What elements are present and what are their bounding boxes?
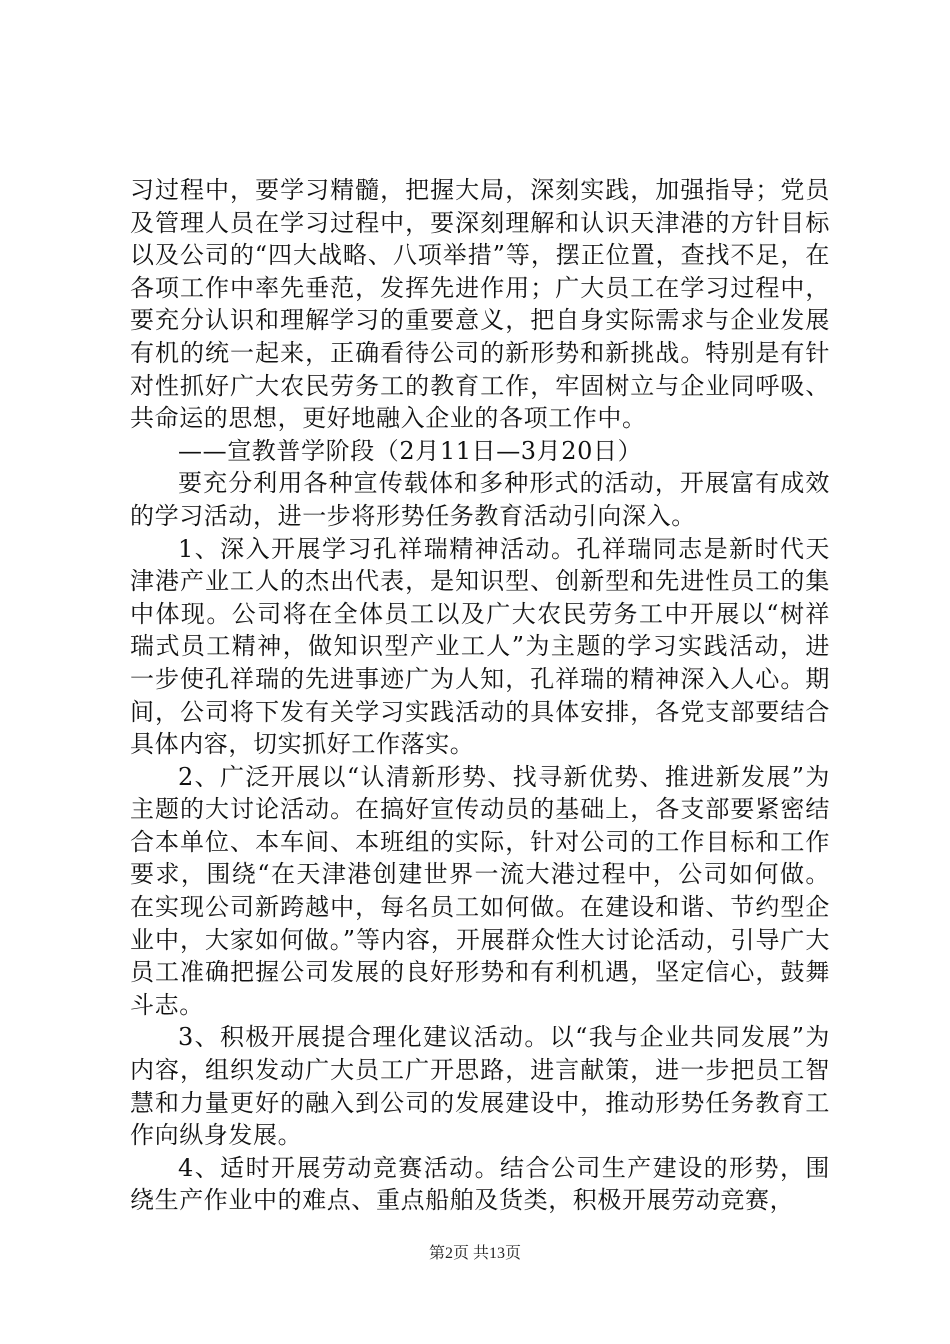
paragraph-item-2: 2、广泛开展以“认清新形势、找寻新优势、推进新发展”为主题的大讨论活动。在搞好宣传动员的基础上，各支部要紧密结合本单位、本车间、本班组的实际，针对公司的工作目标和工作要求，围绕“在天津港创建世界一流大港过程中，公司如何做。在实现公司新跨越中，每名员工如何做。在建设和谐、节约型企业中，大家如何做。”等内容，开展群众性大讨论活动，引导广大员工准确把握公司发展的良好形势和有利机遇，坚定信心，鼓舞斗志。: [130, 762, 830, 1019]
paragraph-item-4: 4、适时开展劳动竞赛活动。结合公司生产建设的形势，围绕生产作业中的难点、重点船舶及货类，积极开展劳动竞赛，: [130, 1153, 830, 1215]
section-heading: ——宣教普学阶段（2月11日—3月20日）: [178, 436, 643, 465]
paragraph-intro: 要充分利用各种宣传载体和多种形式的活动，开展富有成效的学习活动，进一步将形势任务教育活动引向深入。: [130, 469, 830, 530]
paragraph-item-1: 1、深入开展学习孔祥瑞精神活动。孔祥瑞同志是新时代天津港产业工人的杰出代表，是知识型、创新型和先进性员工的集中体现。公司将在全体员工以及广大农民劳务工中开展以“树祥瑞式员工精神，做知识型产业工人”为主题的学习实践活动，进一步使孔祥瑞的先进事迹广为人知，孔祥瑞的精神深入人心。期间，公司将下发有关学习实践活动的具体安排，各党支部要结合具体内容，切实抓好工作落实。: [130, 534, 830, 759]
paragraph-item-3: 3、积极开展提合理化建议活动。以“我与企业共同发展”为内容，组织发动广大员工广开思路，进言献策，进一步把员工智慧和力量更好的融入到公司的发展建设中，推动形势任务教育工作向纵身发展。: [130, 1023, 830, 1150]
document-body: [130, 174, 830, 1217]
page-footer: 第2页 共13页: [428, 1245, 521, 1262]
paragraph-continuation: 习过程中，要学习精髓，把握大局，深刻实践，加强指导；党员及管理人员在学习过程中，要深刻理解和认识天津港的方针目标以及公司的“四大战略、八项举措”等，摆正位置，查找不足，在各项工作中率先垂范，发挥先进作用；广大员工在学习过程中，要充分认识和理解学习的重要意义，把自身实际需求与企业发展有机的统一起来，正确看待公司的新形势和新挑战。特别是有针对性抓好广大农民劳务工的教育工作，牢固树立与企业同呼吸、共命运的思想，更好地融入企业的各项工作中。: [130, 176, 830, 433]
